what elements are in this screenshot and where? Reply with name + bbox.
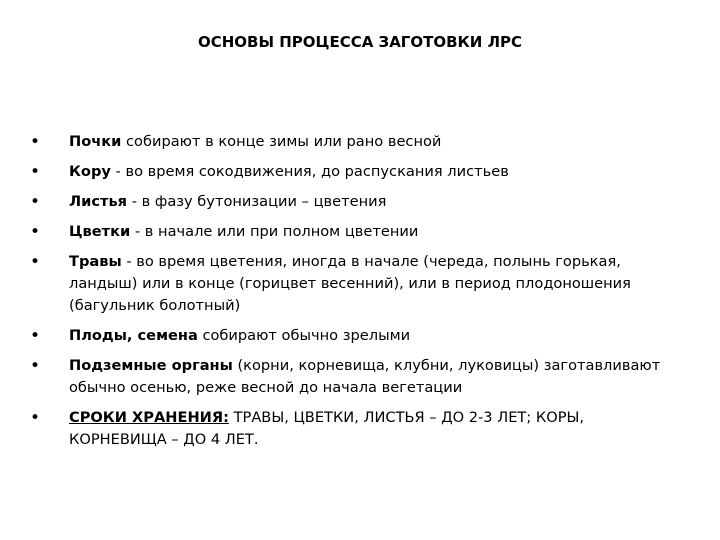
bullet-icon: • (30, 132, 41, 152)
item-text: - во время сокодвижения, до распускания листьев (110, 163, 509, 180)
list-item (30, 221, 684, 243)
item-text: - в фазу бутонизации – цветения (127, 193, 387, 210)
bullet-icon: • (30, 222, 41, 242)
item-term: Травы (69, 253, 122, 270)
bullet-icon: • (30, 252, 41, 272)
bullet-icon: • (30, 192, 41, 212)
bullet-icon: • (30, 356, 41, 376)
item-term: Плоды, семена (69, 327, 198, 344)
list-item (30, 191, 684, 213)
item-term: Кору (69, 163, 111, 180)
item-term: СРОКИ ХРАНЕНИЯ: (69, 409, 229, 426)
item-text: (корни, корневища, клубни, луковицы) заготавливают обычно осенью, реже весной до начала вегетации (69, 357, 661, 396)
item-text: - во время цветения, иногда в начале (череда, полынь горькая, ландыш) или в конце (горицвет весенний), или в период плодоношения (багульник болотный) (69, 253, 631, 314)
list-item (30, 355, 684, 399)
list-item (30, 161, 684, 183)
item-text: - в начале или при полном цветении (130, 223, 419, 240)
bullet-icon: • (30, 326, 41, 346)
bullet-icon: • (30, 162, 41, 182)
item-term: Цветки (69, 223, 131, 240)
bullet-list (30, 131, 684, 459)
list-item (30, 131, 684, 153)
item-term: Листья (69, 193, 128, 210)
list-item (30, 325, 684, 347)
list-item (30, 407, 684, 451)
item-text: ТРАВЫ, ЦВЕТКИ, ЛИСТЬЯ – ДО 2-3 ЛЕТ; КОРЫ, КОРНЕВИЩА – ДО 4 ЛЕТ. (69, 409, 585, 448)
slide-title: ОСНОВЫ ПРОЦЕССА ЗАГОТОВКИ ЛРС (197, 33, 523, 51)
item-text: собирают в конце зимы или рано весной (121, 133, 442, 150)
list-item (30, 251, 684, 317)
item-term: Почки (69, 133, 122, 150)
bullet-icon: • (30, 408, 41, 428)
item-term: Подземные органы (69, 357, 233, 374)
item-text: собирают обычно зрелыми (197, 327, 411, 344)
